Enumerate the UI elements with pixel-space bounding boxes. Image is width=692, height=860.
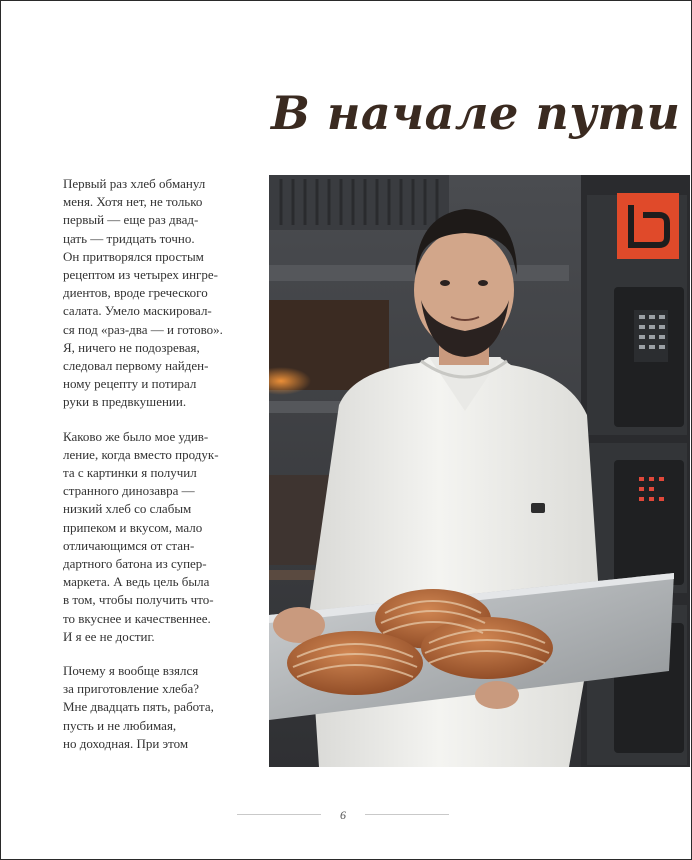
text-line: маркета. А ведь цель была — [63, 574, 210, 590]
text-line: Первый раз хлеб обманул — [63, 176, 206, 191]
text-line: то вкуснее и качественнее. — [63, 610, 211, 626]
text-line: но доходная. При этом — [63, 735, 189, 751]
text-line: дартного батона из супер- — [63, 556, 207, 572]
text-line: отличающимся от стан- — [63, 537, 195, 553]
text-line: ся под «раз-два — и готово». — [63, 321, 223, 337]
text-line: Мне двадцать пять, работа, — [63, 699, 214, 715]
text-line: в том, чтобы получить что- — [63, 592, 214, 608]
text-line: диентов, вроде греческого — [63, 285, 208, 301]
text-line: И я ее не достиг. — [63, 628, 155, 644]
text-line: следовал первому найден- — [63, 358, 209, 374]
footer-rule-left — [237, 814, 321, 815]
page-title: В начале пути — [271, 86, 681, 140]
text-line: странного динозавра — — [63, 483, 195, 499]
page-number: 6 — [340, 808, 346, 822]
body-paragraph — [63, 175, 259, 412]
text-line: Он притворялся простым — [63, 248, 204, 264]
text-line: руки в предвкушении. — [63, 394, 187, 410]
body-paragraph — [63, 428, 259, 646]
text-line: пусть и не любимая, — [63, 717, 177, 733]
vent-panel — [269, 175, 449, 230]
text-line: первый — еще раз двад- — [63, 212, 199, 228]
text-line: салата. Умело маскировал- — [63, 303, 212, 319]
text-line: ление, когда вместо продук- — [63, 446, 219, 462]
text-line: припеком и вкусом, мало — [63, 519, 203, 535]
text-line: та с картинки я получил — [63, 465, 197, 481]
text-line: ному рецепту и потирал — [63, 376, 197, 392]
body-text — [63, 175, 259, 769]
baker-photo — [269, 175, 690, 767]
text-line: цать — тридцать точно. — [63, 230, 195, 246]
text-line: Почему я вообще взялся — [63, 663, 199, 679]
text-line: Я, ничего не подозревая, — [63, 339, 200, 355]
text-line: Каково же было мое удив- — [63, 428, 209, 444]
text-line: рецептом из четырех ингре- — [63, 267, 218, 283]
text-line: низкий хлеб со слабым — [63, 501, 192, 517]
text-line: за приготовление хлеба? — [63, 681, 199, 697]
text-line: меня. Хотя нет, не только — [63, 194, 203, 210]
sleeve-badge — [531, 503, 545, 513]
footer-rule-right — [365, 814, 449, 815]
body-paragraph — [63, 662, 259, 753]
